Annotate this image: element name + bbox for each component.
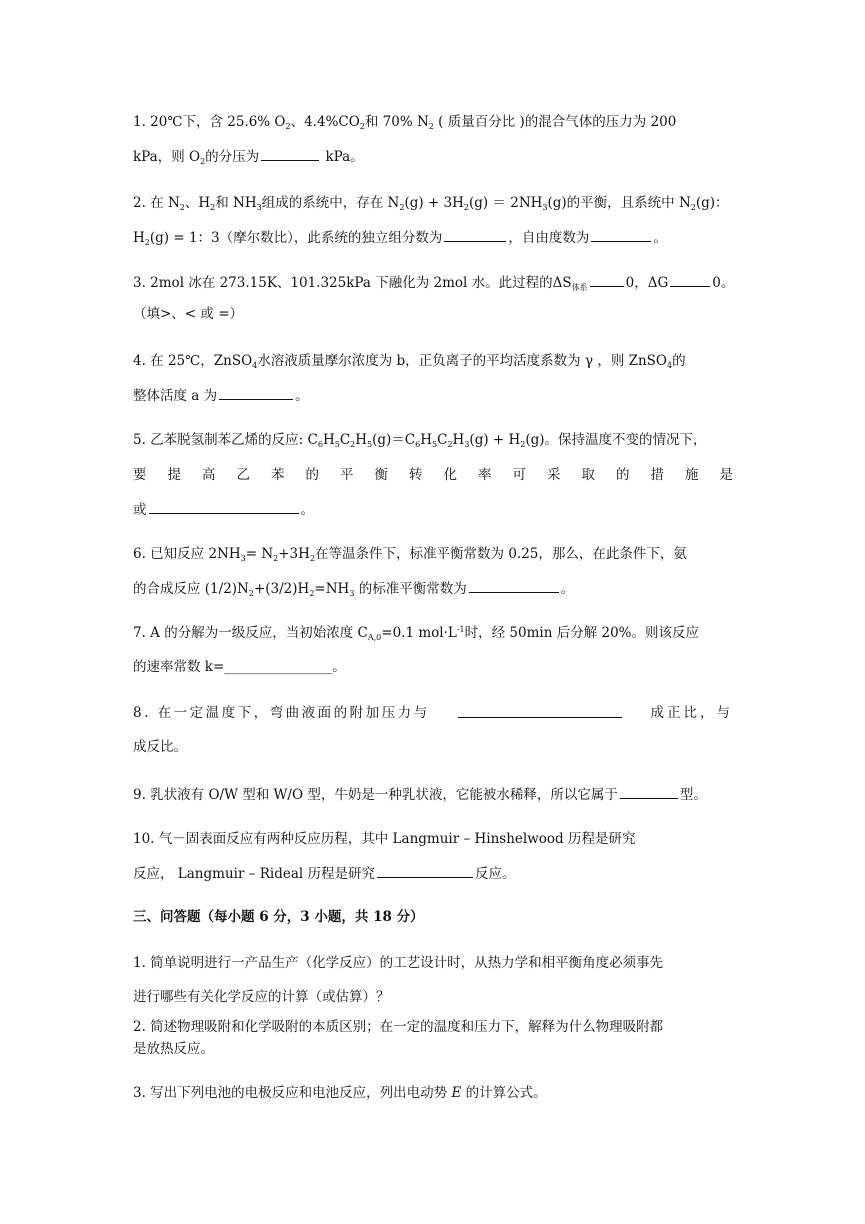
question-4-line-1	[133, 351, 733, 371]
section-heading	[133, 907, 733, 927]
text: +3H	[278, 546, 310, 562]
essay-question-1-line-1	[133, 953, 733, 973]
answer-blank[interactable]	[620, 784, 678, 799]
question-1-line-2	[133, 146, 733, 167]
subscript: 2	[447, 440, 453, 449]
char: 施	[685, 467, 699, 483]
text: +(3/2)H	[253, 581, 310, 597]
char: 可	[512, 467, 526, 483]
question-2-line-2	[133, 227, 733, 248]
text: 组成的系统中，存在 N	[261, 195, 400, 211]
subscript: 3	[349, 589, 355, 598]
char: 衡	[374, 467, 388, 483]
subscript: 2	[144, 238, 150, 247]
subscript: 2	[350, 440, 356, 449]
subscript: A,0	[367, 633, 382, 642]
subscript: 5	[432, 440, 438, 449]
text: (g)的平衡，且系统中 N	[547, 195, 691, 211]
subscript: 2	[273, 554, 279, 563]
text: 。	[300, 502, 314, 518]
question-1-line-1	[133, 112, 733, 132]
text: 反应， Langmuir – Rideal 历程是研究	[133, 866, 376, 882]
text: 和 70% N	[364, 114, 429, 130]
question-9-line-1	[133, 784, 733, 805]
question-6-line-1	[133, 544, 733, 564]
question-8-line-1	[133, 703, 733, 723]
text: 6. 已知反应 2NH	[133, 546, 241, 562]
question-7-line-1	[133, 623, 733, 643]
text: H	[452, 432, 465, 448]
question-8-line-2	[133, 737, 733, 757]
text: 的分压为	[205, 149, 260, 165]
subscript: 4	[667, 361, 673, 370]
text: 或	[133, 502, 147, 518]
text: ，自由度数为	[508, 230, 590, 246]
char: 的	[616, 467, 630, 483]
text: 的计算公式。	[465, 1085, 547, 1101]
text: 4. 在 25℃，ZnSO	[133, 353, 253, 369]
text: H	[355, 432, 368, 448]
subscript: 2	[179, 203, 185, 212]
subscript: 2	[200, 157, 206, 166]
question-4-line-2	[133, 385, 733, 406]
text: 的合成反应 (1/2)N	[133, 581, 249, 597]
subscript: 2	[359, 122, 365, 131]
subscript: 2	[248, 589, 254, 598]
char: 化	[443, 467, 457, 483]
text: H	[420, 432, 433, 448]
subscript: 体系	[571, 283, 588, 292]
text: (g)。保持温度不变的情况下，	[525, 432, 707, 448]
subscript: 2	[428, 122, 434, 131]
text: 。	[653, 230, 667, 246]
subscript: 2	[285, 122, 291, 131]
subscript: 3	[240, 554, 246, 563]
question-6-line-2	[133, 578, 733, 599]
text: 7. A 的分解为一级反应，当初始浓度 C	[133, 625, 368, 641]
char: 转	[409, 467, 423, 483]
question-2-line-1	[133, 193, 733, 213]
text: kPa。	[321, 149, 364, 165]
emf-symbol: E	[447, 1085, 466, 1101]
question-3-line-1	[133, 272, 733, 293]
subscript: 2	[309, 589, 315, 598]
text: 时，经 50min 后分解 20%。则该反应	[464, 625, 700, 641]
question-10-line-2	[133, 863, 733, 884]
answer-blank[interactable]	[458, 703, 622, 718]
text: （填>、< 或 =）	[133, 306, 244, 322]
answer-blank[interactable]	[377, 863, 473, 878]
essay-question-2-line-1	[133, 1017, 733, 1037]
char: 要	[133, 467, 147, 483]
text: 成反比。	[133, 739, 187, 755]
question-5-line-3	[133, 499, 733, 520]
answer-blank-components[interactable]	[444, 227, 506, 242]
text: 2. 在 N	[133, 195, 180, 211]
essay-question-2-line-2	[133, 1039, 733, 1059]
essay-question-3-line-1	[133, 1083, 733, 1103]
subscript: 2	[463, 203, 469, 212]
text: kPa，则 O	[133, 149, 201, 165]
subscript: 3	[256, 203, 262, 212]
text: 水溶液质量摩尔浓度为 b，正负离子的平均活度系数为 γ ，则 ZnSO	[257, 353, 667, 369]
char: 平	[340, 467, 354, 483]
subscript: 3	[542, 203, 548, 212]
text: (g)＝C	[372, 432, 416, 448]
text: 0，ΔG	[625, 275, 669, 291]
char: 是	[719, 467, 733, 483]
subscript: 6	[415, 440, 421, 449]
char: 采	[547, 467, 561, 483]
text: = N	[245, 546, 274, 562]
text: 10. 气－固表面反应有两种反应历程，其中 Langmuir – Hinshelwood 历程是研究	[133, 831, 636, 847]
text: 3. 2mol 冰在 273.15K、101.325kPa 下融化为 2mol 水。此过程的ΔS	[133, 275, 572, 291]
subscript: 3	[464, 440, 470, 449]
char: 率	[478, 467, 492, 483]
text: 1. 20℃下，含 25.6% O	[133, 114, 286, 130]
text: 的标准平衡常数为	[354, 581, 467, 597]
text: 型。	[679, 787, 707, 803]
char: 乙	[236, 467, 250, 483]
question-10-line-1	[133, 829, 733, 849]
subscript: 5	[334, 440, 340, 449]
text: C	[339, 432, 351, 448]
text: (g) ＝ 2NH	[468, 195, 543, 211]
text: (g) = 1：3（摩尔数比），此系统的独立组分数为	[149, 230, 443, 246]
char: 的	[305, 467, 319, 483]
answer-blank-ds[interactable]	[590, 272, 624, 287]
subscript: 6	[317, 440, 323, 449]
text: 、H	[184, 195, 211, 211]
subscript: 2	[210, 203, 216, 212]
char: 提	[167, 467, 181, 483]
section-title: 三、问答题（每小题 6 分，3 小题，共 18 分）	[133, 909, 424, 925]
subscript: 2	[520, 440, 526, 449]
char: 措	[650, 467, 664, 483]
text: 和 NH	[215, 195, 257, 211]
text: 3. 写出下列电池的电极反应和电池反应，列出电动势	[133, 1085, 448, 1101]
text: 。	[295, 388, 309, 404]
text: 的	[672, 353, 686, 369]
char: 取	[581, 467, 595, 483]
text: 成正比，与	[650, 705, 733, 721]
answer-blank-freedom[interactable]	[591, 227, 651, 242]
text: 的速率常数 k=________________。	[133, 659, 346, 675]
text: 反应。	[475, 866, 516, 882]
text: H	[133, 230, 145, 246]
text: C	[437, 432, 448, 448]
text: 、4.4%CO	[290, 114, 360, 130]
text: =NH	[314, 581, 350, 597]
answer-blank[interactable]	[261, 146, 319, 161]
text: 在等温条件下，标准平衡常数为 0.25，那么，在此条件下，氨	[315, 546, 687, 562]
text: 是放热反应。	[133, 1041, 214, 1057]
subscript: 4	[252, 361, 258, 370]
question-7-line-2	[133, 657, 733, 677]
text: (g) + H	[469, 432, 521, 448]
text: ( 质量百分比 )的混合气体的压力为 200	[433, 114, 677, 130]
essay-question-1-line-2	[133, 987, 733, 1007]
answer-blank[interactable]	[149, 499, 299, 514]
text: 。	[560, 581, 575, 597]
text: (g) + 3H	[404, 195, 464, 211]
char: 苯	[271, 467, 285, 483]
question-5-line-2	[133, 465, 733, 485]
answer-blank[interactable]	[219, 385, 293, 400]
text: H	[322, 432, 335, 448]
text: (g)：	[695, 195, 729, 211]
text: 8. 在一定温度下，弯曲液面的附加压力与	[133, 705, 430, 721]
text: =0.1 mol·L	[381, 625, 457, 641]
text: 0。	[712, 275, 735, 291]
text: 整体活度 a 为	[133, 388, 218, 404]
text: 1. 简单说明进行一产品生产（化学反应）的工艺设计时，从热力学和相平衡角度必须事先	[133, 955, 664, 971]
char: 高	[202, 467, 216, 483]
subscript: 5	[367, 440, 373, 449]
text: 2. 简述物理吸附和化学吸附的本质区别；在一定的温度和压力下，解释为什么物理吸附都	[133, 1019, 664, 1035]
answer-blank[interactable]	[469, 578, 559, 593]
subscript: 2	[690, 203, 696, 212]
text: 进行哪些有关化学反应的计算（或估算）？	[133, 989, 390, 1005]
text: 9. 乳状液有 O/W 型和 W/O 型，牛奶是一种乳状液，它能被水稀释，所以它属于	[133, 787, 618, 803]
subscript: 2	[399, 203, 405, 212]
question-3-line-2	[133, 304, 733, 324]
answer-blank-dg[interactable]	[670, 272, 710, 287]
question-5-line-1	[133, 430, 733, 450]
subscript: 2	[309, 554, 316, 563]
superscript: -1	[456, 625, 465, 634]
text: 5. 乙苯脱氢制苯乙烯的反应: C	[133, 432, 318, 448]
